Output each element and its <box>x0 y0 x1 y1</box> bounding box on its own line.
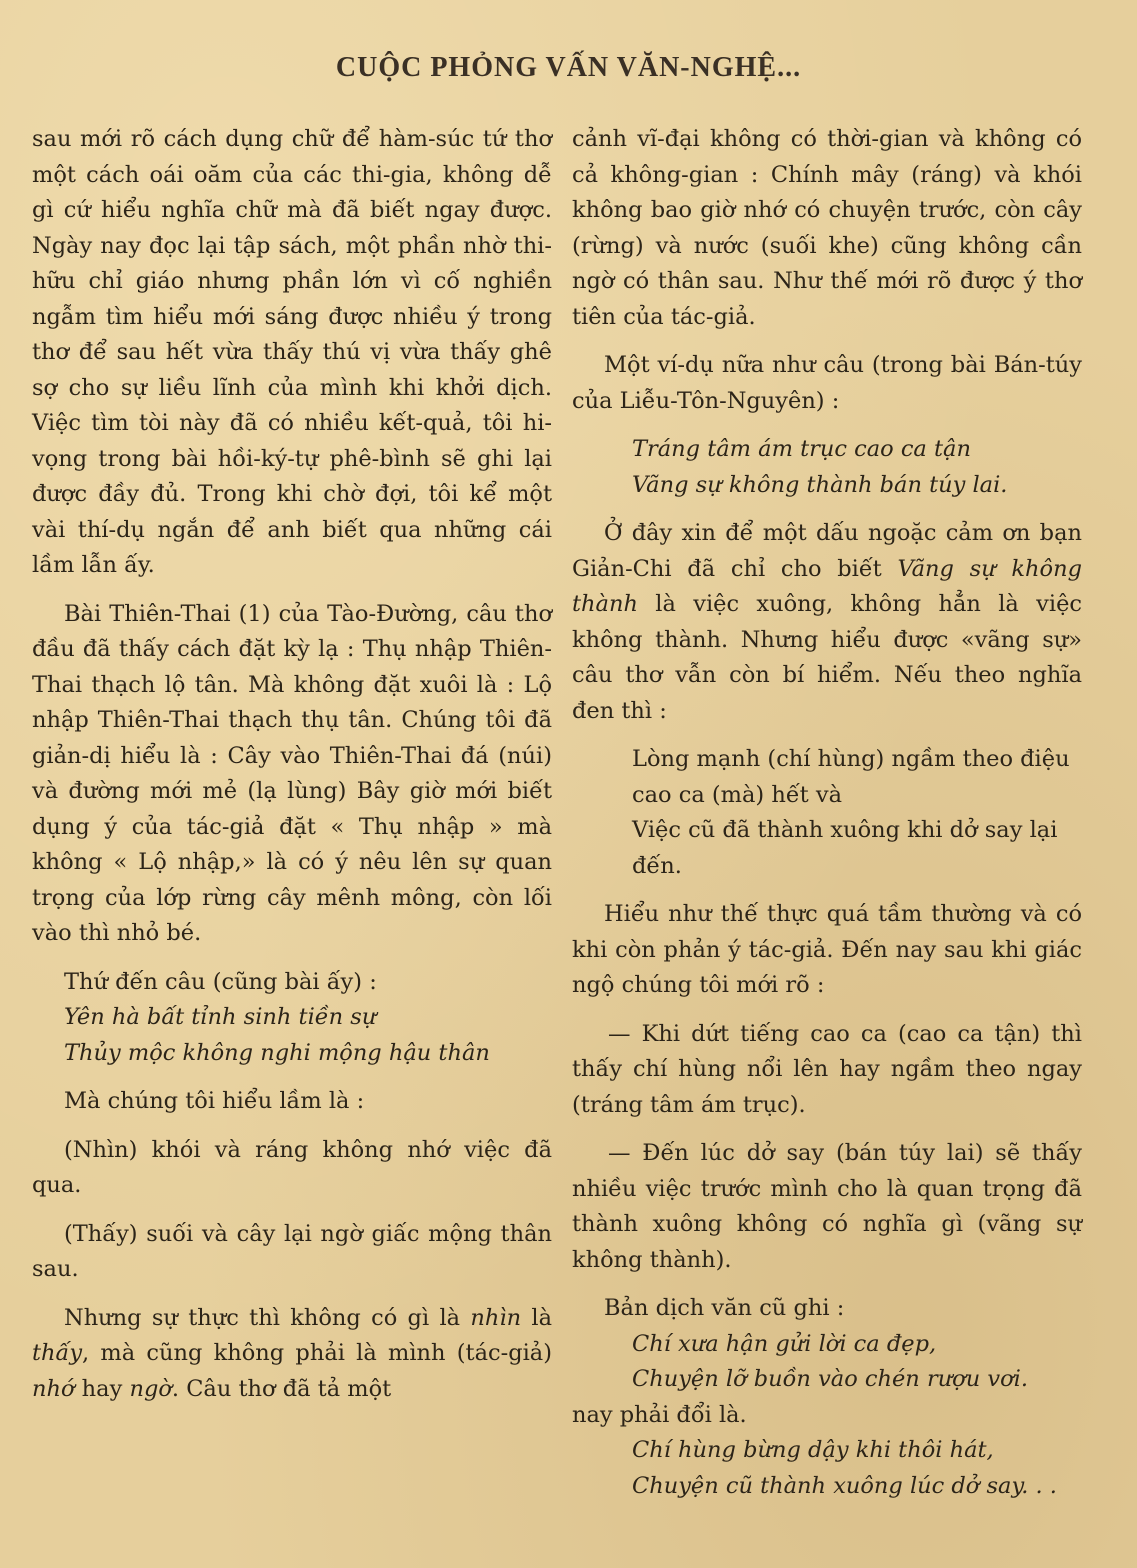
left-column <box>32 122 552 1407</box>
emphasis: ngờ <box>129 1375 172 1402</box>
text-run: là việc xuông, không hẳn là việc không thành. Nhưng hiểu được «vãng sự» câu thơ vẫn còn bí hiểm. Nếu theo nghĩa đen thì : <box>572 591 1082 724</box>
emphasis: nhớ <box>32 1375 75 1402</box>
paragraph: Thứ đến câu (cũng bài ấy) : <box>64 968 377 995</box>
paragraph: (Thấy) suối và cây lại ngờ giấc mộng thân sau. <box>32 1220 552 1282</box>
right-column <box>572 122 1082 1504</box>
translation-line: Việc cũ đã thành xuông khi dở say lại đến. <box>632 817 1058 879</box>
paragraph: — Khi dứt tiếng cao ca (cao ca tận) thì thấy chí hùng nổi lên hay ngầm theo ngay (tráng tâm ám trục). <box>572 1020 1082 1118</box>
verse-line: Chuyện cũ thành xuông lúc dở say. . . <box>632 1472 1057 1499</box>
paragraph: sau mới rõ cách dụng chữ để hàm-súc tứ thơ một cách oái oăm của các thi-gia, không dễ gì cứ hiểu nghĩa chữ mà đã biết ngay được. Ngày nay đọc lại tập sách, một phần nhờ thi-hữu chỉ giáo nhưng phần lớn vì cố nghiền ngẫm tìm hiểu mới sáng được nhiều ý trong thơ để sau hết vừa thấy thú vị vừa thấy ghê sợ cho sự liều lĩnh của mình khi khởi dịch. Việc tìm tòi này đã có nhiều kết-quả, tôi hi-vọng trong bài hồi-ký-tự phê-bình sẽ ghi lại được đầy đủ. Trong khi chờ đợi, tôi kể một vài thí-dụ ngắn để anh biết qua những cái lầm lẫn ấy. <box>32 126 552 578</box>
emphasis: nhìn <box>470 1304 522 1331</box>
verse-line: Tráng tâm ám trục cao ca tận <box>632 436 971 462</box>
emphasis: Vãng sự không thành <box>572 555 1082 617</box>
emphasis: thấy <box>32 1340 83 1366</box>
verse-line: Thủy mộc không nghi mộng hậu thân <box>64 1039 490 1066</box>
verse-line: Vãng sự không thành bán túy lai. <box>632 471 1008 498</box>
paragraph: — Đến lúc dở say (bán túy lai) sẽ thấy nhiều việc trước mình cho là quan trọng đã thành xuông không có nghĩa gì (vãng sự không thành). <box>572 1140 1082 1273</box>
text-run: là <box>521 1304 553 1331</box>
paragraph: cảnh vĩ-đại không có thời-gian và không có cả không-gian : Chính mây (ráng) và khói không bao giờ nhớ có chuyện trước, còn cây (rừng) và nước (suối khe) cũng không cần ngờ có thân sau. Như thế mới rõ được ý thơ tiên của tác-giả. <box>572 126 1082 330</box>
paragraph: Hiểu như thế thực quá tầm thường và có khi còn phản ý tác-giả. Đến nay sau khi giác ngộ chúng tôi mới rõ : <box>572 901 1082 998</box>
paragraph: Một ví-dụ nữa như câu (trong bài Bán-túy của Liễu-Tôn-Nguyên) : <box>572 352 1082 414</box>
verse-line: Chí hùng bừng dậy khi thôi hát, <box>632 1437 994 1463</box>
running-header: CUỘC PHỎNG VẤN VĂN-NGHỆ... <box>335 52 802 83</box>
verse-line: Chuyện lỡ buồn vào chén rượu vơi. <box>632 1366 1028 1392</box>
text-run: , mà cũng không phải là mình (tác-giả) <box>82 1340 552 1366</box>
paragraph: Bản dịch văn cũ ghi : <box>604 1295 845 1321</box>
paragraph <box>32 1301 552 1408</box>
paragraph: nay phải đổi là. <box>572 1401 747 1428</box>
text-run: Nhưng sự thực thì không có gì là <box>64 1304 471 1331</box>
paragraph <box>572 516 1082 729</box>
verse-line: Chí xưa hận gửi lời ca đẹp, <box>632 1330 937 1357</box>
paragraph: Mà chúng tôi hiểu lầm là : <box>64 1088 365 1114</box>
paragraph: (Nhìn) khói và ráng không nhớ việc đã qua. <box>32 1136 552 1198</box>
text-run: Ở đây xin để một dấu ngoặc cảm ơn bạn Giản-Chi đã chỉ cho biết <box>572 520 1082 582</box>
paragraph: Bài Thiên-Thai (1) của Tào-Đường, câu thơ đầu đã thấy cách đặt kỳ lạ : Thụ nhập Thiên-Thai thạch lộ tân. Mà không đặt xuôi là : Lộ nhập Thiên-Thai thạch thụ tân. Chúng tôi đã giản-dị hiểu là : Cây vào Thiên-Thai đá (núi) và đường mới mẻ (lạ lùng) Bây giờ mới biết dụng ý của tác-giả đặt « Thụ nhập » mà không « Lộ nhập,» là có ý nêu lên sự quan trọng của lớp rừng cây mênh mông, còn lối vào thì nhỏ bé. <box>32 600 552 946</box>
verse-line: Yên hà bất tỉnh sinh tiền sự <box>64 1004 377 1030</box>
translation-line: Lòng mạnh (chí hùng) ngầm theo điệu cao ca (mà) hết và <box>632 746 1070 808</box>
text-run: . Câu thơ đã tả một <box>171 1375 392 1402</box>
text-run: hay <box>74 1375 130 1402</box>
